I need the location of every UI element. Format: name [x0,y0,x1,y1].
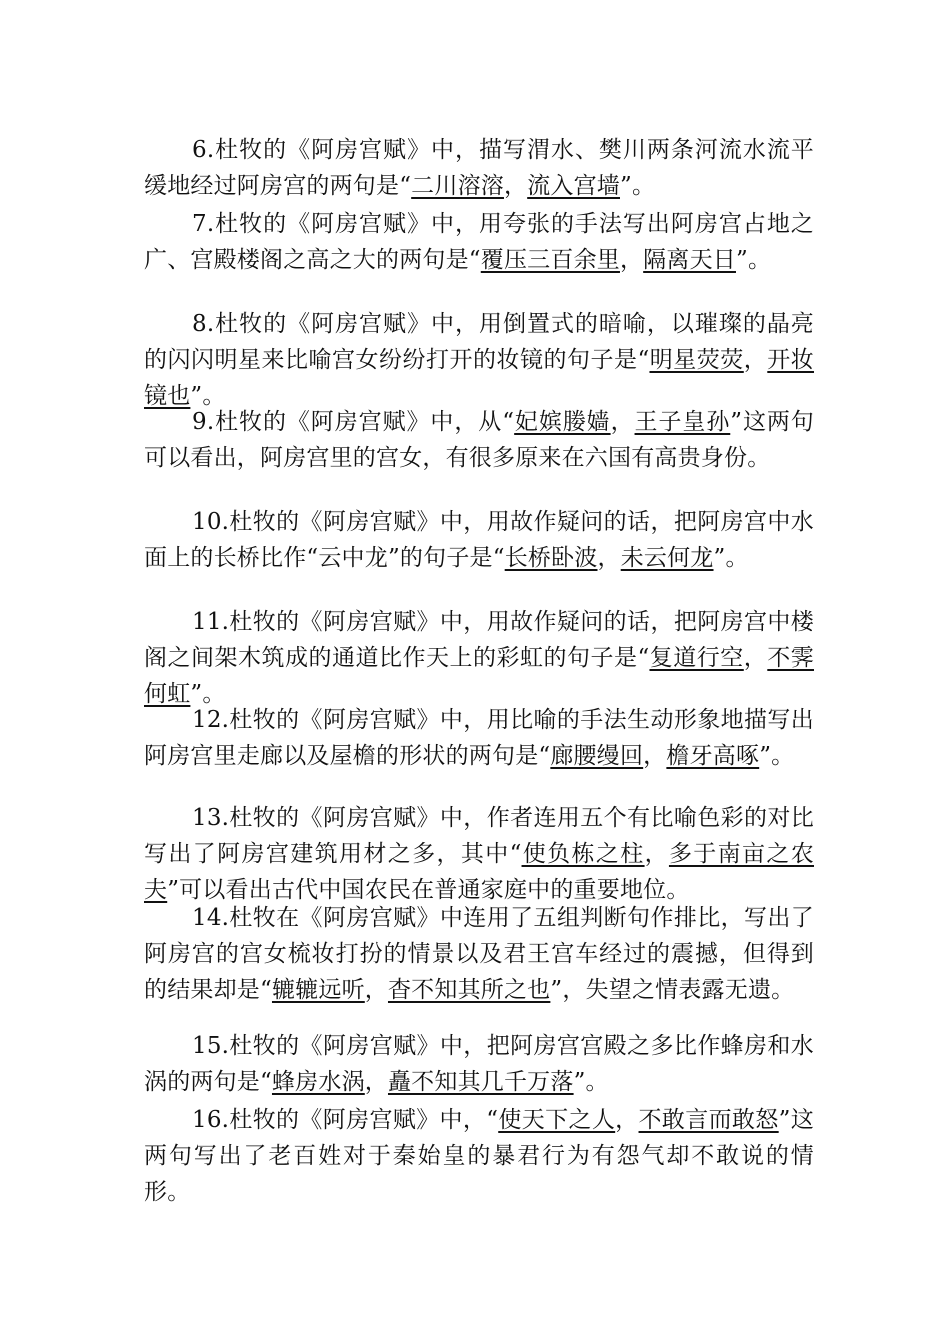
answer-2: 未云何龙 [620,545,714,571]
answer-1: 复道行空 [649,645,744,671]
question-14: 14.杜牧在《阿房宫赋》中连用了五组判断句作排比，写出了阿房宫的宫女梳妆打扮的情景以及君王宫车经过的震撼，但得到的结果却是“辘辘远听，杳不知其所之也”，失望之情表露无遗。 [144,905,814,1003]
answer-2: 杳不知其所之也 [387,977,551,1003]
item-text: 杜牧的《阿房宫赋》中，把阿房宫宫殿之多比作蜂房和水涡的两句是“ [144,1033,814,1095]
item-text: 杜牧的《阿房宫赋》中，从“ [214,409,515,435]
answer-1: 使天下之人 [498,1107,616,1133]
answer-1: 长桥卧波 [504,545,598,571]
answer-1: 覆压三百余里 [480,247,620,273]
answer-2: 矗不知其几千万落 [387,1069,574,1095]
item-number: 9. [192,409,215,435]
answer-2: 不敢言而敢怒 [638,1107,779,1133]
item-number: 12. [192,707,230,733]
answer-1: 明星荧荧 [649,347,744,373]
question-12: 12.杜牧的《阿房宫赋》中，用比喻的手法生动形象地描写出阿房宫里走廊以及屋檐的形状的两句是“廊腰缦回，檐牙高啄”。 [144,707,814,769]
item-number: 7. [192,211,215,237]
item-number: 15. [192,1033,230,1059]
item-text: 杜牧的《阿房宫赋》中，“ [229,1107,499,1133]
answer-1: 廊腰缦回 [550,743,644,769]
item-text: 杜牧的《阿房宫赋》中，用故作疑问的话，把阿房宫中楼阁之间架木筑成的通道比作天上的彩虹的句子是“ [144,609,814,671]
item-text: 杜牧的《阿房宫赋》中，用倒置式的暗喻，以璀璨的晶亮的闪闪明星来比喻宫女纷纷打开的妆镜的句子是“ [144,311,814,373]
question-13: 13.杜牧的《阿房宫赋》中，作者连用五个有比喻色彩的对比写出了阿房宫建筑用材之多，其中“使负栋之柱，多于南亩之农夫”可以看出古代中国农民在普通家庭中的重要地位。 [144,805,814,903]
item-number: 11. [192,609,230,635]
answer-1: 使负栋之柱 [521,841,645,867]
answer-1: 妃嫔媵嫱 [514,409,611,435]
item-number: 14. [192,905,230,931]
answer-2: 檐牙高啄 [666,743,760,769]
question-6: 6.杜牧的《阿房宫赋》中，描写渭水、樊川两条河流水流平缓地经过阿房宫的两句是“二川溶溶，流入宫墙”。 [144,137,814,199]
answer-1: 蜂房水涡 [271,1069,365,1095]
item-text: 杜牧的《阿房宫赋》中，作者连用五个有比喻色彩的对比写出了阿房宫建筑用材之多，其中“ [144,805,814,867]
item-text: 杜牧在《阿房宫赋》中连用了五组判断句作排比，写出了阿房宫的宫女梳妆打扮的情景以及君王宫车经过的震撼，但得到的结果却是“ [144,905,814,1003]
question-16: 16.杜牧的《阿房宫赋》中，“使天下之人，不敢言而敢怒”这两句写出了老百姓对于秦始皇的暴君行为有怨气却不敢说的情形。 [144,1107,814,1205]
question-8: 8.杜牧的《阿房宫赋》中，用倒置式的暗喻，以璀璨的晶亮的闪闪明星来比喻宫女纷纷打开的妆镜的句子是“明星荧荧，开妆镜也”。 [144,311,814,409]
question-10: 10.杜牧的《阿房宫赋》中，用故作疑问的话，把阿房宫中水面上的长桥比作“云中龙”的句子是“长桥卧波，未云何龙”。 [144,509,814,571]
item-number: 10. [192,509,230,535]
answer-2: 开妆镜也 [144,347,814,409]
answer-1: 二川溶溶 [411,173,504,199]
item-number: 8. [192,311,215,337]
answer-2: 隔离天日 [643,247,736,273]
answer-2: 不霁何虹 [144,645,814,707]
answer-1: 辘辘远听 [271,977,365,1003]
item-text: 杜牧的《阿房宫赋》中，用比喻的手法生动形象地描写出阿房宫里走廊以及屋檐的形状的两句是“ [144,707,814,769]
item-number: 6. [192,137,215,163]
item-text: 杜牧的《阿房宫赋》中，用夸张的手法写出阿房宫占地之广、宫殿楼阁之高之大的两句是“ [144,211,814,273]
answer-2: 多于南亩之农夫 [144,841,814,903]
item-text: 杜牧的《阿房宫赋》中，用故作疑问的话，把阿房宫中水面上的长桥比作“云中龙”的句子是“ [144,509,814,571]
answer-2: 流入宫墙 [527,173,620,199]
question-15: 15.杜牧的《阿房宫赋》中，把阿房宫宫殿之多比作蜂房和水涡的两句是“蜂房水涡，矗不知其几千万落”。 [144,1033,814,1095]
item-text: 杜牧的《阿房宫赋》中，描写渭水、樊川两条河流水流平缓地经过阿房宫的两句是“ [144,137,814,199]
question-7: 7.杜牧的《阿房宫赋》中，用夸张的手法写出阿房宫占地之广、宫殿楼阁之高之大的两句是“覆压三百余里，隔离天日”。 [144,211,814,273]
question-9: 9.杜牧的《阿房宫赋》中，从“妃嫔媵嫱，王子皇孙”这两句可以看出，阿房宫里的宫女，有很多原来在六国有高贵身份。 [144,409,815,471]
question-11: 11.杜牧的《阿房宫赋》中，用故作疑问的话，把阿房宫中楼阁之间架木筑成的通道比作天上的彩虹的句子是“复道行空，不霁何虹”。 [144,609,814,707]
item-number: 13. [192,805,230,831]
answer-2: 王子皇孙 [634,409,731,435]
item-number: 16. [192,1107,230,1133]
